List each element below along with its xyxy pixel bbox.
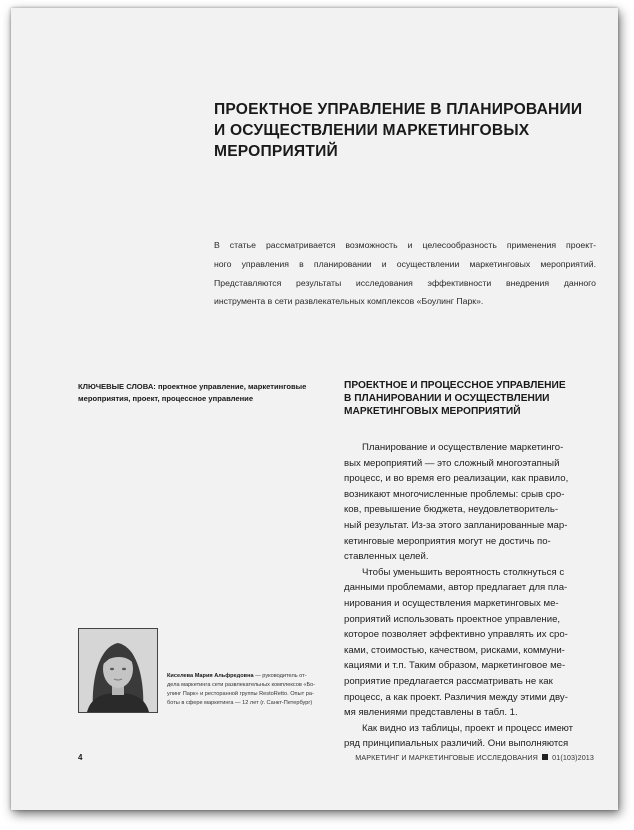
- body-line: процесс, а как проект. Различия между этими дву-: [344, 691, 568, 703]
- body-line: Планирование и осуществление маркетинго-: [362, 442, 564, 453]
- body-line: возникают многочисленные проблемы: срыв сро-: [344, 488, 565, 500]
- author-line: дела маркетинга сети развлекательных комплексов «Бо-: [167, 681, 316, 688]
- body-line: ками, стоимостью, качеством, рисками, коммуни-: [344, 644, 565, 656]
- abstract-line: В статье рассматривается возможность и целесообразность применения проект-: [214, 240, 596, 250]
- journal-footer: [355, 753, 594, 762]
- body-line: процесс, и во время его реализации, как правило,: [344, 473, 569, 485]
- body-line: Как видно из таблицы, проект и процесс имеют: [362, 722, 574, 734]
- body-line: кетинговые мероприятия могут не достичь по-: [344, 535, 551, 547]
- author-line: [167, 672, 335, 681]
- section-heading-line: В ПЛАНИРОВАНИИ И ОСУЩЕСТВЛЕНИИ: [344, 392, 550, 404]
- body-line: ный результат. Из-за этого запланированные мар-: [344, 519, 568, 531]
- abstract-line: инструмента в сети развлекательных комплексов «Боулинг Парк».: [214, 296, 484, 307]
- body-line: роприятий использовать проектное управление,: [344, 613, 561, 625]
- author-line: боты в сфере маркетинга — 12 лет (г. Санкт-Петербург): [167, 699, 313, 706]
- body-line: ставленных целей.: [344, 551, 429, 563]
- keywords: [78, 381, 328, 404]
- author-bio: — руководитель от-: [253, 673, 307, 679]
- body-line: ков, превышение бюджета, неудовлетворитель-: [344, 504, 559, 516]
- author-portrait-icon: [79, 629, 157, 712]
- section-heading-line: МАРКЕТИНГОВЫХ МЕРОПРИЯТИЙ: [344, 405, 521, 417]
- body-line: которое позволяет эффективно управлять их сро-: [344, 629, 568, 641]
- keywords-line: КЛЮЧЕВЫЕ СЛОВА: проектное управление, маркетинговые: [78, 382, 307, 391]
- article-title-line: И ОСУЩЕСТВЛЕНИИ МАРКЕТИНГОВЫХ: [214, 122, 530, 139]
- issue-number: 01(103)2013: [552, 753, 594, 762]
- body-line: Чтобы уменьшить вероятность столкнуться с: [362, 566, 565, 578]
- author-info: [167, 672, 335, 708]
- abstract-line: Представляются результаты исследования эффективности внедрения данного: [214, 277, 596, 288]
- abstract-line: ного управления в планировании и осуществлении маркетинговых мероприятий.: [214, 258, 596, 269]
- keywords-line: мероприятия, проект, процессное управление: [78, 393, 254, 403]
- journal-page: [11, 8, 618, 810]
- author-name: Киселева Мария Альфредовна: [167, 673, 254, 679]
- article-title-line: МЕРОПРИЯТИЙ: [214, 143, 338, 160]
- body-line: ряд принципиальных различий. Они выполняются: [344, 738, 569, 750]
- author-photo: [78, 628, 158, 713]
- section-heading-line: ПРОЕКТНОЕ И ПРОЦЕССНОЕ УПРАВЛЕНИЕ: [344, 380, 566, 391]
- square-bullet-icon: [542, 754, 548, 760]
- journal-name: МАРКЕТИНГ И МАРКЕТИНГОВЫЕ ИССЛЕДОВАНИЯ: [355, 753, 538, 762]
- body-text: [344, 440, 594, 752]
- article-abstract: [214, 236, 596, 311]
- body-line: данными проблемами, автор предлагает для пла-: [344, 582, 568, 594]
- article-title-line: ПРОЕКТНОЕ УПРАВЛЕНИЕ В ПЛАНИРОВАНИИ: [214, 101, 583, 118]
- body-line: кациями и т.п. Таким образом, маркетинговое ме-: [344, 660, 566, 672]
- body-line: вых мероприятий — это сложный многоэтапный: [344, 457, 560, 469]
- body-line: мя явлениями представлены в табл. 1.: [344, 707, 518, 719]
- author-line: улинг Парк» и ресторанной группы RestoRetto. Опыт ра-: [167, 690, 314, 697]
- page-number: 4: [78, 753, 83, 762]
- body-line: роприятие предлагается рассматривать не как: [344, 675, 553, 687]
- article-title: [214, 99, 594, 162]
- section-heading: [344, 380, 604, 418]
- body-line: нирования и осуществления маркетинговых ме-: [344, 597, 559, 609]
